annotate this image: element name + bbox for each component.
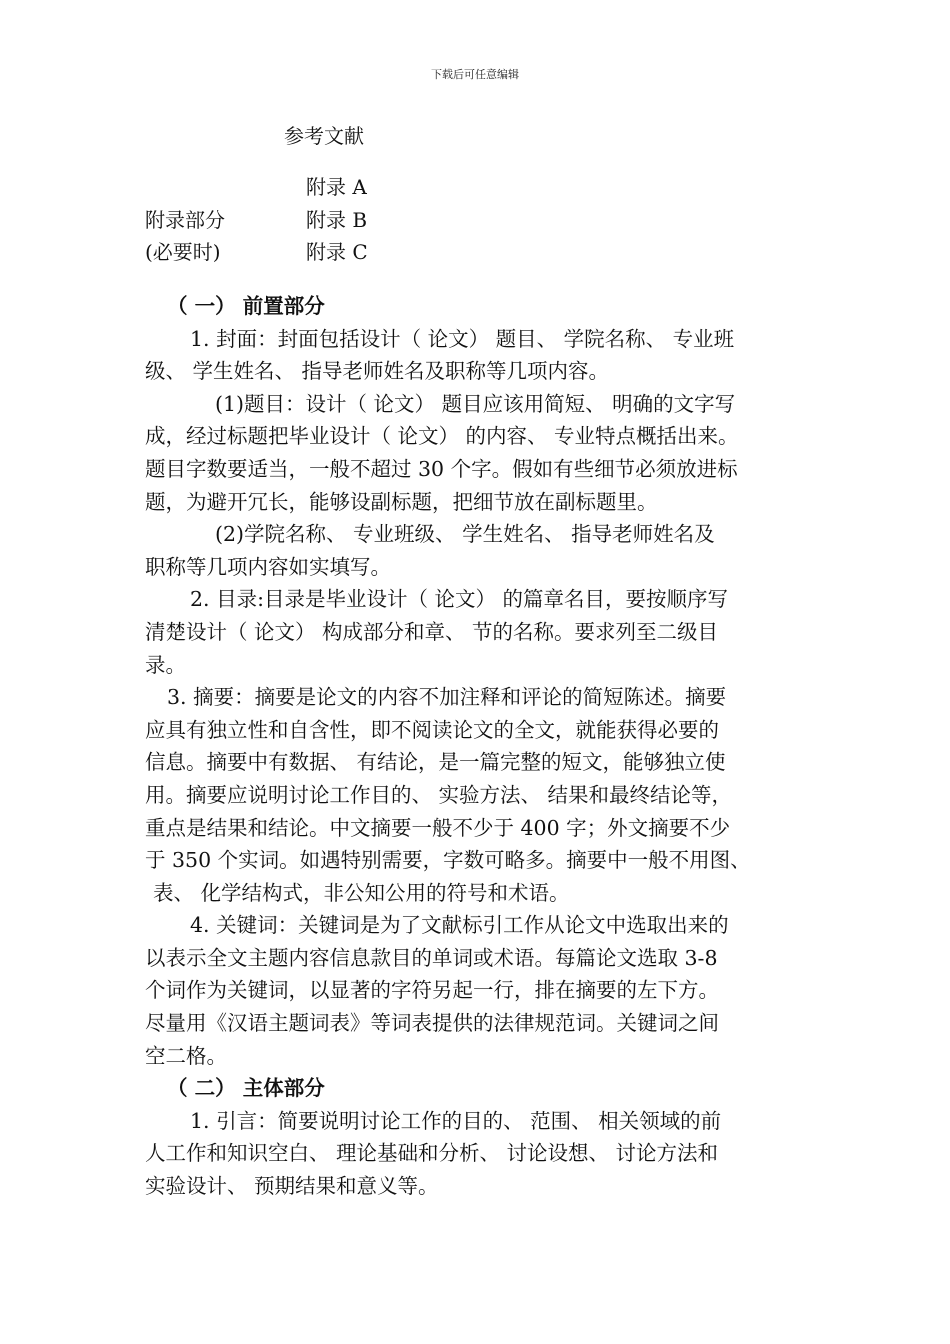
paragraph-line: 空二格。 bbox=[145, 1043, 227, 1068]
paragraph-line: 以表示全文主题内容信息款目的单词或术语。每篇论文选取 3-8 bbox=[145, 945, 718, 970]
paragraph-line: (1)题目：设计（ 论文） 题目应该用简短、 明确的文字写 bbox=[215, 391, 736, 416]
paragraph-line: 3. 摘要：摘要是论文的内容不加注释和评论的简短陈述。摘要 bbox=[167, 685, 727, 710]
paragraph-line: 成，经过标题把毕业设计（ 论文） 的内容、 专业特点概括出来。 bbox=[145, 424, 739, 449]
references-label: 参考文献 bbox=[284, 124, 364, 148]
paragraph-line: (2)学院名称、 专业班级、 学生姓名、 指导老师姓名及 bbox=[215, 522, 715, 547]
paragraph-line: 实验设计、 预期结果和意义等。 bbox=[145, 1174, 439, 1199]
paragraph-line: 人工作和知识空白、 理论基础和分析、 讨论设想、 讨论方法和 bbox=[145, 1141, 719, 1166]
paragraph-line: 应具有独立性和自含性，即不阅读论文的全文，就能获得必要的 bbox=[145, 717, 719, 742]
document-body bbox=[145, 290, 813, 1203]
paragraph-line: 清楚设计（ 论文） 构成部分和章、 节的名称。要求列至二级目 bbox=[145, 619, 719, 644]
paragraph-line: 尽量用《汉语主题词表》等词表提供的法律规范词。关键词之间 bbox=[145, 1011, 719, 1036]
appendix-b: 附录 B bbox=[306, 208, 368, 232]
section-heading-main-body: （ 二） 主体部分 bbox=[167, 1076, 325, 1101]
paragraph-line: 录。 bbox=[145, 652, 186, 677]
paragraph-line: 题，为避开冗长，能够设副标题，把细节放在副标题里。 bbox=[145, 489, 658, 514]
appendix-a: 附录 A bbox=[306, 175, 367, 199]
page-header: 下载后可任意编辑 bbox=[431, 68, 519, 81]
paragraph-line: 题目字数要适当，一般不超过 30 个字。假如有些细节必须放进标 bbox=[145, 456, 738, 481]
paragraph-line: 1. 封面：封面包括设计（ 论文） 题目、 学院名称、 专业班 bbox=[190, 326, 735, 351]
paragraph-line: 表、 化学结构式，非公知公用的符号和术语。 bbox=[153, 880, 570, 905]
paragraph-line: 级、 学生姓名、 指导老师姓名及职称等几项内容。 bbox=[145, 359, 610, 384]
paragraph-line: 职称等几项内容如实填写。 bbox=[145, 554, 391, 579]
paragraph-line: 信息。摘要中有数据、 有结论，是一篇完整的短文，能够独立使 bbox=[145, 750, 726, 775]
paragraph-line: 用。摘要应说明讨论工作目的、 实验方法、 结果和最终结论等， bbox=[145, 782, 733, 807]
appendix-c: 附录 C bbox=[306, 240, 368, 264]
paragraph-line: 1. 引言：简要说明讨论工作的目的、 范围、 相关领域的前 bbox=[190, 1108, 722, 1133]
paragraph-line: 4. 关键词：关键词是为了文献标引工作从论文中选取出来的 bbox=[190, 913, 729, 938]
appendix-optional-note: (必要时) bbox=[145, 240, 221, 264]
paragraph-line: 重点是结果和结论。中文摘要一般不少于 400 字；外文摘要不少 bbox=[145, 815, 731, 840]
paragraph-line: 于 350 个实词。如遇特别需要，字数可略多。摘要中一般不用图、 bbox=[145, 848, 751, 873]
paragraph-line: 2. 目录:目录是毕业设计（ 论文） 的篇章名目，要按顺序写 bbox=[190, 587, 729, 612]
appendix-section-label: 附录部分 bbox=[145, 208, 225, 232]
paragraph-line: 个词作为关键词，以显著的字符另起一行，排在摘要的左下方。 bbox=[145, 978, 719, 1003]
section-heading-front-matter: （ 一） 前置部分 bbox=[167, 294, 325, 318]
